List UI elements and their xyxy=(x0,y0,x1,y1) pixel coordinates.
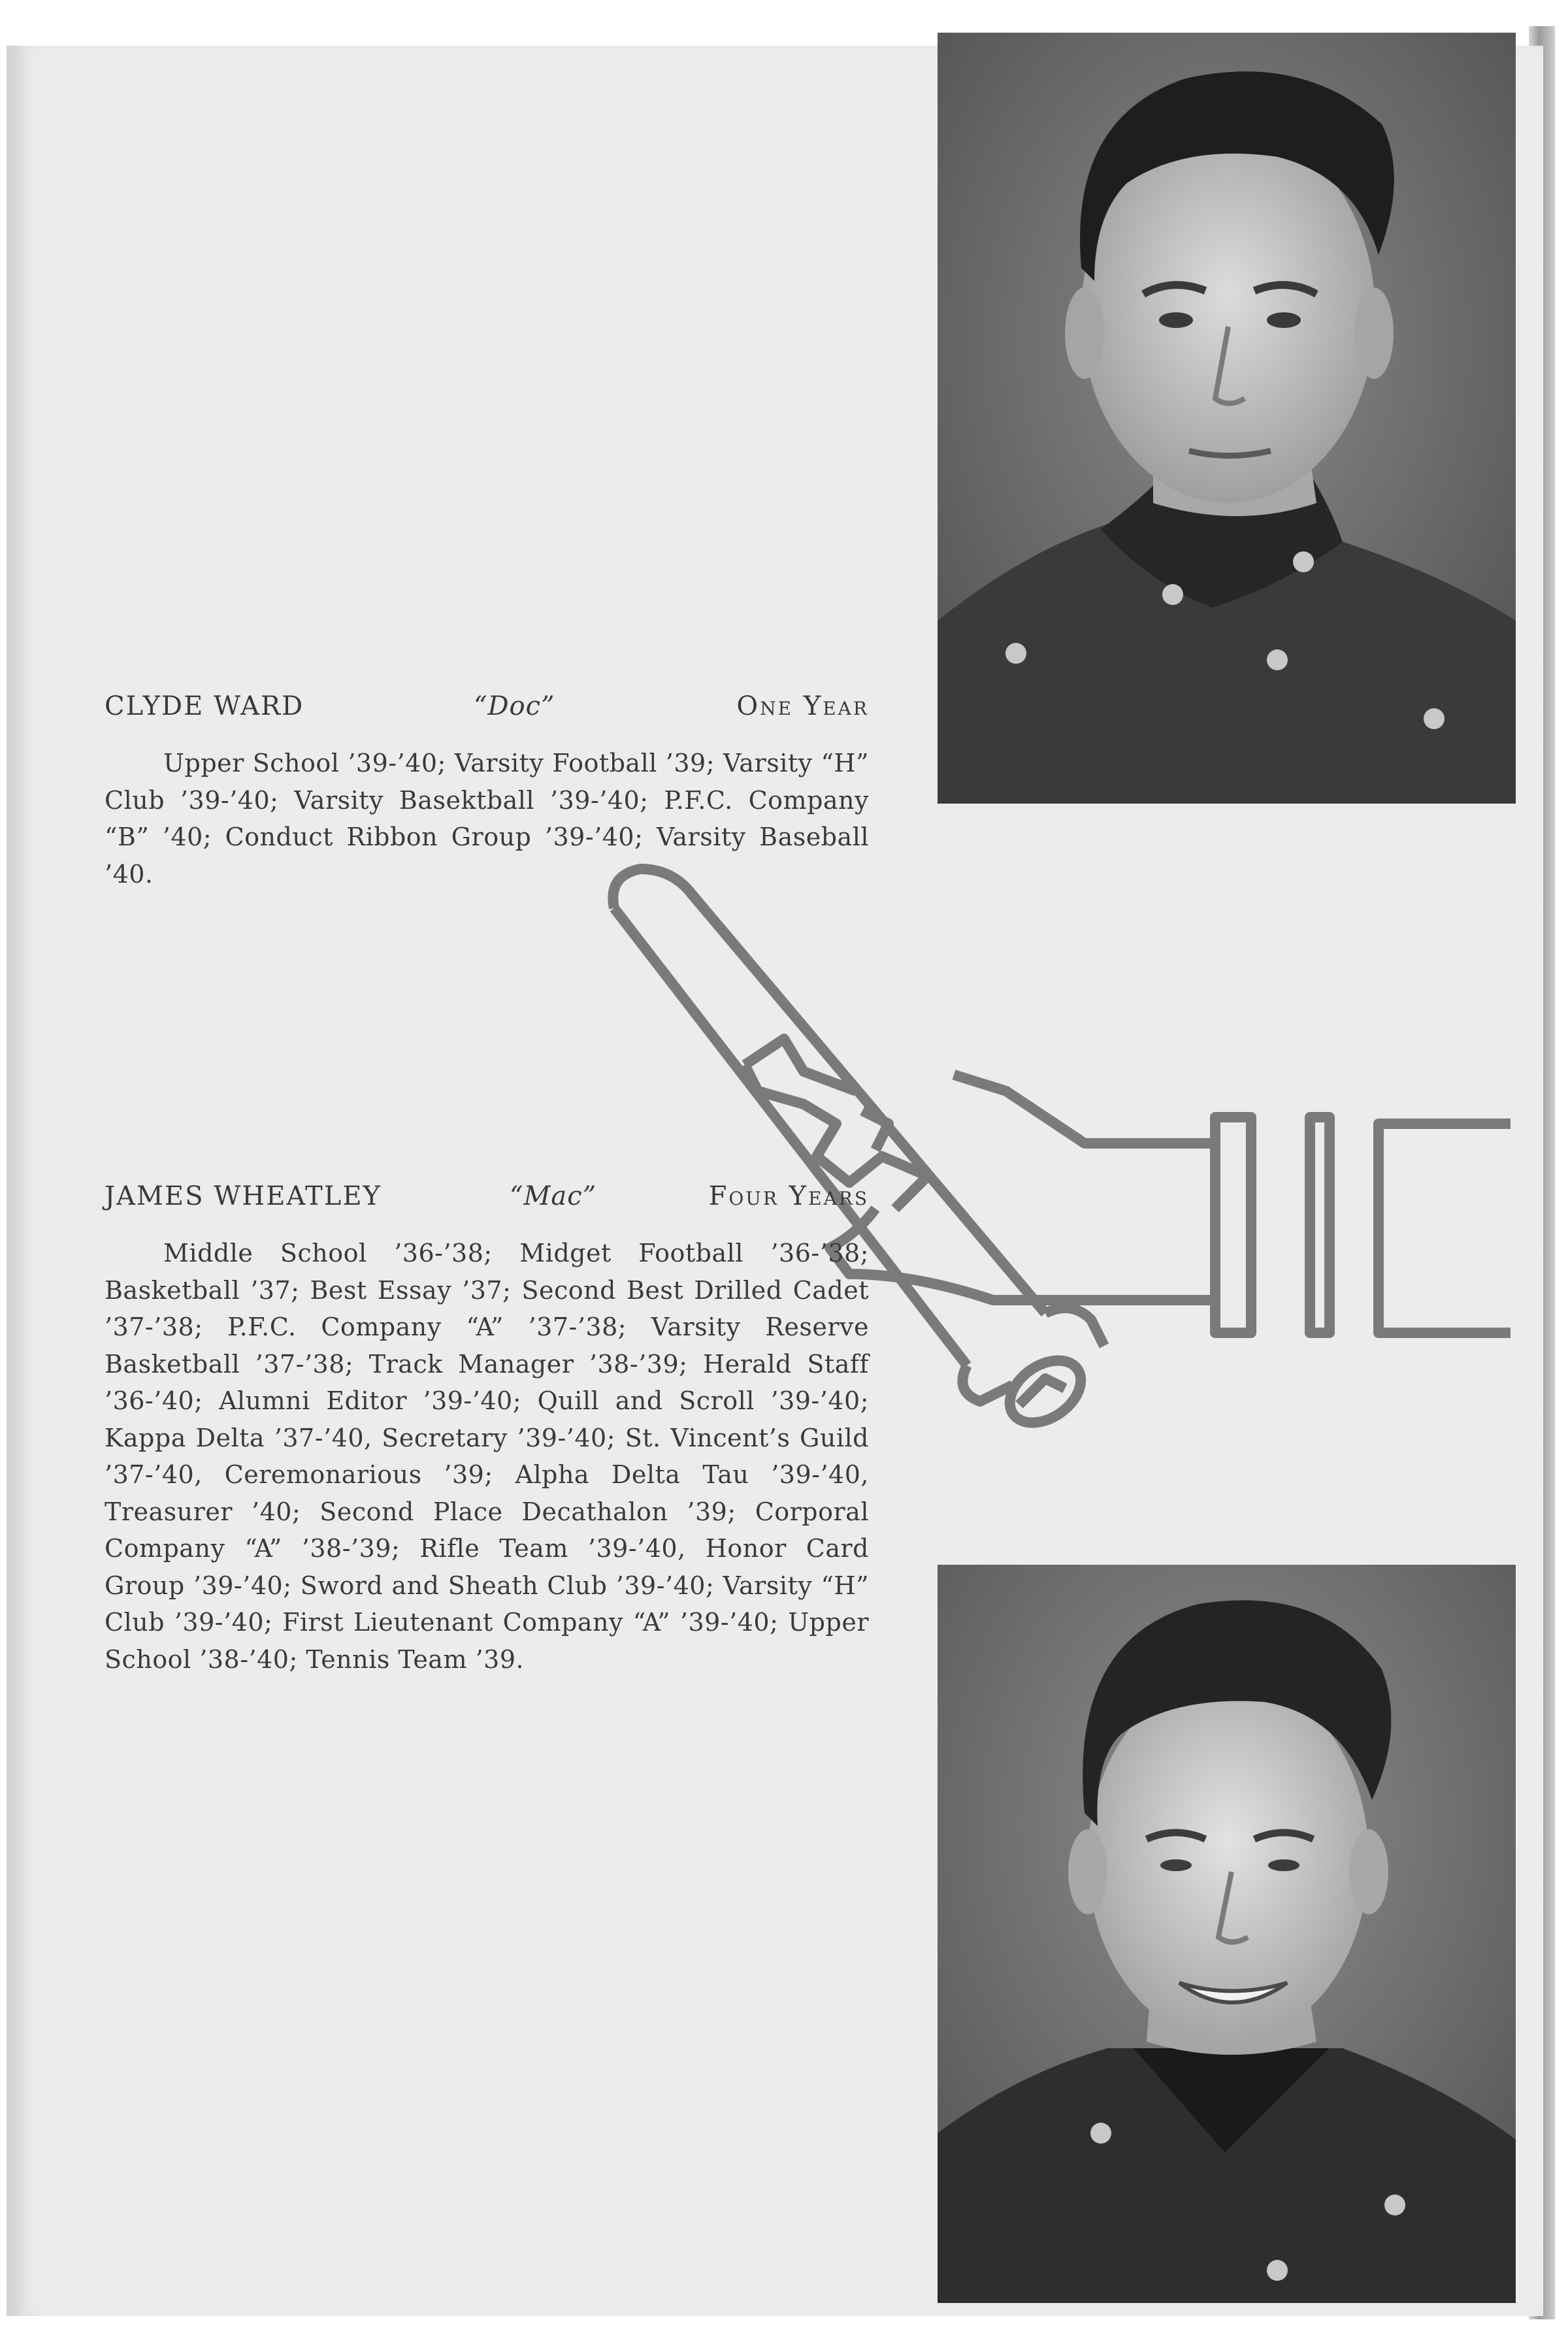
portrait-james-wheatley-image xyxy=(938,1565,1516,2303)
entry-name: CLYDE WARD xyxy=(105,691,304,721)
entry-name: JAMES WHEATLEY xyxy=(105,1181,382,1211)
entry-james-wheatley xyxy=(105,1181,869,1678)
entry-clyde-ward xyxy=(105,691,869,892)
entry-bio: Middle School ’36-’38; Midget Football ’36-’38; Basketball ’37; Best Essay ’37; Second Best Drilled Cadet ’37-’38; P.F.C. Company “A” ’37-’38; Varsity Reserve Basketball ’37-’38; Track Manager ’38-’39; Herald Staff ’36-’40; Alumni Editor ’39-’40; Quill and Scroll ’39-’40; Kappa Delta ’37-’40, Secretary ’39-’40; St. Vincent’s Guild ’37-’40, Ceremonarious ’39; Alpha Delta Tau ’39-’40, Treasurer ’40; Second Place Decathalon ’39; Corporal Company “A” ’38-’39; Rifle Team ’39-’40, Honor Card Group ’39-’40; Sword and Sheath Club ’39-’40; Varsity “H” Club ’39-’40; First Lieutenant Company “A” ’39-’40; Upper School ’38-’40; Tennis Team ’39. xyxy=(105,1239,869,1674)
entry-nickname: “Doc” xyxy=(474,691,555,721)
entry-years: Four Years xyxy=(708,1181,869,1211)
portrait-photo-clyde-ward xyxy=(938,33,1516,804)
portrait-photo-james-wheatley xyxy=(938,1565,1516,2303)
entry-bio: Upper School ’39-’40; Varsity Football ’39; Varsity “H” Club ’39-’40; Varsity Basektball ’39-’40; P.F.C. Company “B” ’40; Conduct Ribbon Group ’39-’40; Varsity Baseball ’40. xyxy=(105,749,869,889)
portrait-clyde-ward-image xyxy=(938,33,1516,804)
entry-nickname: “Mac” xyxy=(510,1181,597,1211)
entry-header xyxy=(105,1181,869,1220)
entry-years: One Year xyxy=(736,691,869,721)
entry-header xyxy=(105,691,869,730)
